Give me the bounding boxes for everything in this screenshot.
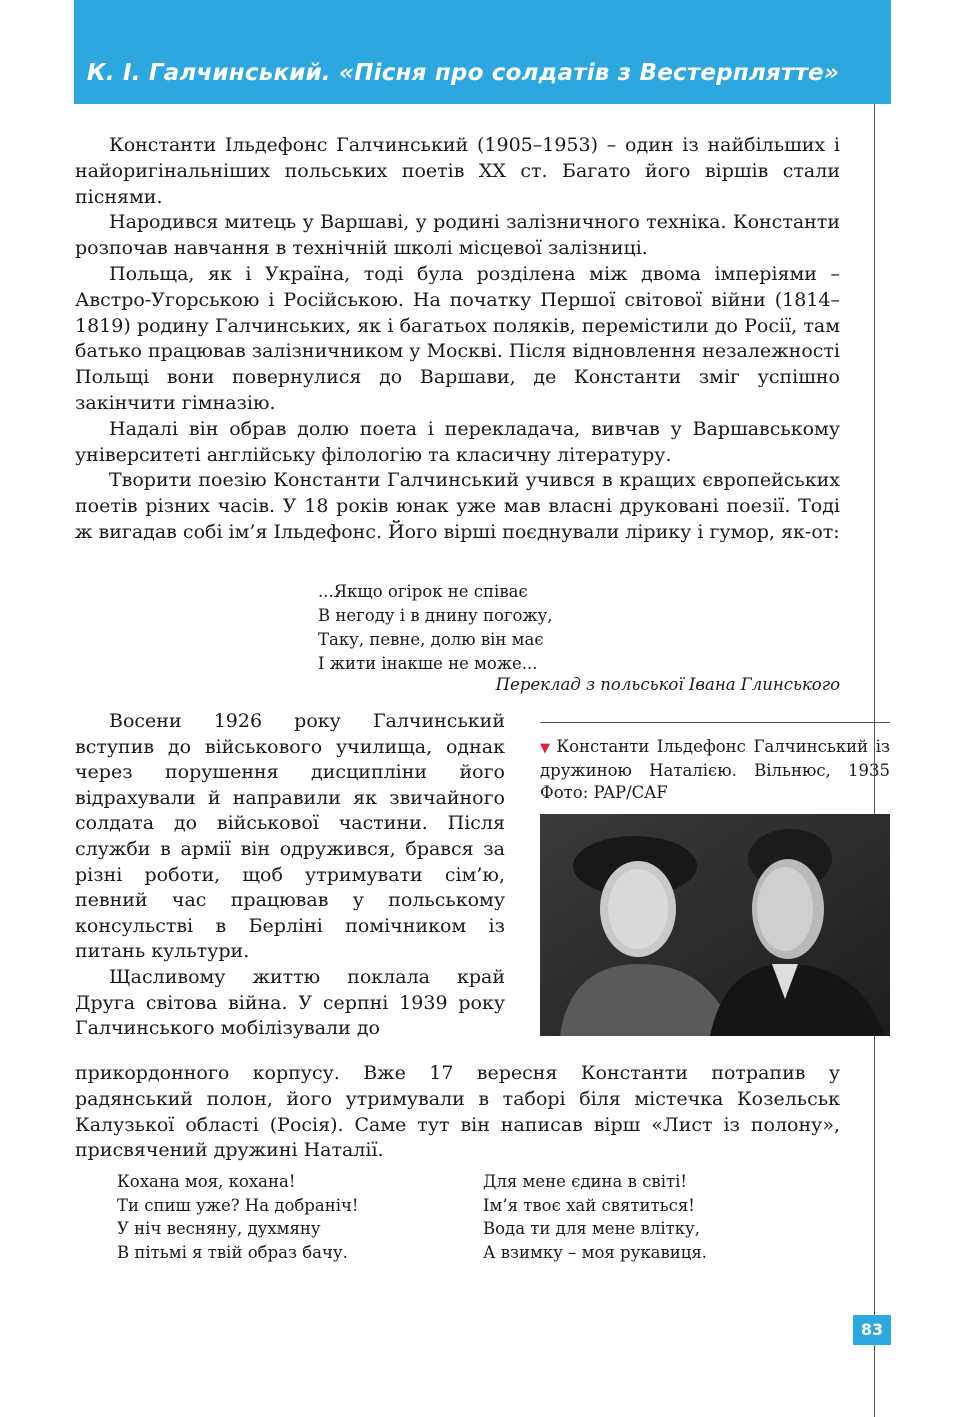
continuation-text: [75, 1061, 840, 1164]
translation-credit: Переклад з польської Івана Глинського: [495, 675, 840, 694]
poem-stanza-left: [117, 1170, 359, 1264]
intro-text: [75, 133, 840, 546]
poem-line: В пітьмі я твій образ бачу.: [117, 1242, 348, 1262]
page-title: К. І. Галчинський. «Пісня про солдатів з Вестерплятте»: [86, 60, 839, 86]
poem-line: Ім’я твоє хай святиться!: [483, 1195, 695, 1215]
photo-image: [540, 814, 890, 1036]
poem-line: Таку, певне, долю він має: [318, 630, 544, 649]
page-number: 83: [853, 1315, 891, 1345]
paragraph: Польща, як і Україна, тоді була розділена між двома імперіями – Австро-Угорською і Російською. На початку Першої світової війни (1814–1819) родину Галчинських, як і багатьох поляків, перемістили до Росії, там батько працював залізничником у Москві. Після відновлення незалежності Польщі вони повернулися до Варшави, де Константи зміг успішно закінчити гімназію.: [75, 262, 840, 414]
poem-line: І жити інакше не може...: [318, 654, 538, 673]
photo: [540, 814, 890, 1036]
triangle-marker-icon: ▼: [540, 741, 553, 756]
caption-text: Константи Ільдефонс Галчинський із дружиною Наталією. Вільнюс, 1935 Фото: PAP/CAF: [540, 737, 891, 802]
poem-line: А взимку – моя рукавиця.: [483, 1242, 708, 1262]
paragraph: Творити поезію Константи Галчинський учився в кращих європейських поетів різних часів. У 18 років юнак уже мав власні друковані поезії. Тоді ж вигадав собі ім’я Ільдефонс. Його вірші поєднували лірику і гумор, як-от:: [75, 469, 840, 543]
poem-line: Кохана моя, кохана!: [117, 1172, 296, 1191]
paragraph: прикордонного корпусу. Вже 17 вересня Константи потрапив у радянський полон, його утримували в таборі біля містечка Козельськ Калузької області (Росія). Саме тут він написав вірш «Лист із полону», присвячений дружині Наталії.: [75, 1062, 840, 1162]
paragraph: Восени 1926 року Галчинський вступив до військового училища, однак через порушення дисципліни його відрахували й направили як звичайного солдата до військової частини. Після служби в армії він одружився, брався за різні роботи, щоб утримувати сім’ю, певний час працював у польському консульстві в Берліні помічником із питань культури.: [75, 710, 505, 963]
poem-line: У ніч весняну, духмяну: [117, 1219, 321, 1239]
caption-divider: [540, 722, 890, 723]
poem-line: Для мене єдина в світі!: [483, 1172, 688, 1191]
paragraph: Надалі він обрав долю поета і перекладача, вивчав у Варшавському університеті англійську філологію та класичну літературу.: [75, 417, 840, 466]
paragraph: Щасливому життю поклала край Друга світова війна. У серпні 1939 року Галчинського мобілізували до: [75, 965, 505, 1040]
photo-caption: [540, 736, 890, 804]
column-text: [75, 709, 505, 1042]
poem-line: Вода ти для мене влітку,: [483, 1219, 701, 1239]
poem-line: В негоду і в днину погожу,: [318, 606, 553, 625]
poem-line: Ти спиш уже? На добраніч!: [117, 1195, 359, 1215]
header-band: [74, 0, 891, 104]
paragraph: Народився митець у Варшаві, у родині залізничного техніка. Константи розпочав навчання в технічній школі місцевої залізниці.: [75, 211, 840, 260]
poem-stanza-right: [483, 1170, 707, 1264]
poem-excerpt: [318, 580, 553, 676]
paragraph: Константи Ільдефонс Галчинський (1905–1953) – один із найбільших і найоригінальніших польських поетів XX ст. Багато його віршів стали піснями.: [75, 134, 840, 208]
poem-line: ...Якщо огірок не співає: [318, 582, 528, 601]
